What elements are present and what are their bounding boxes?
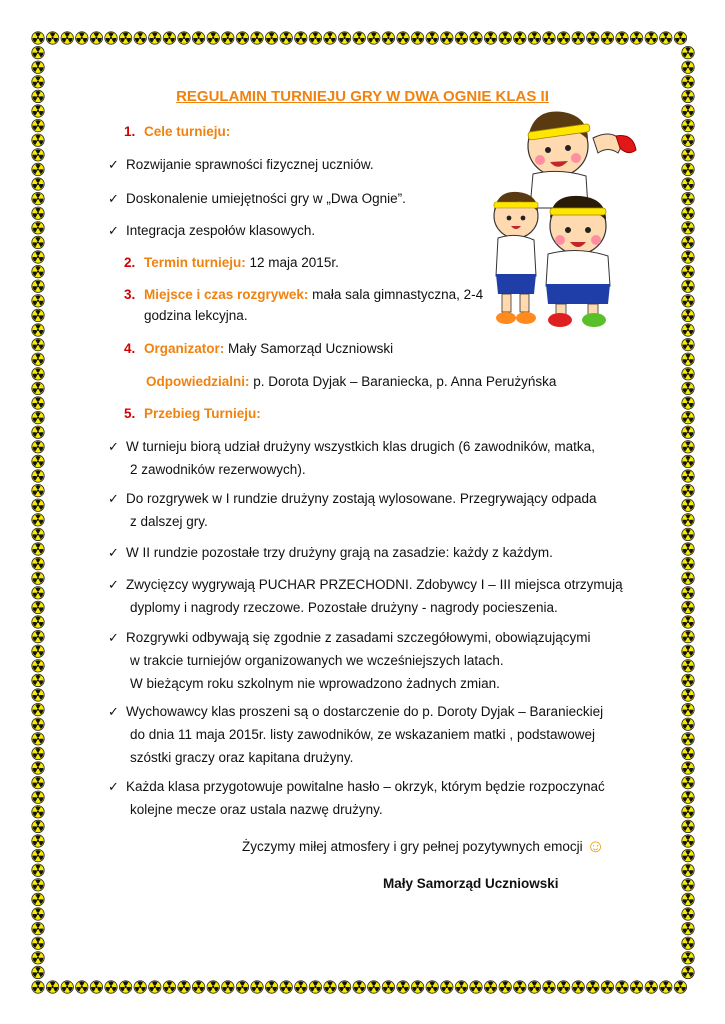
responsible-persons: Odpowiedzialni: p. Dorota Dyjak – Baraniecka, p. Anna Perużyńska (146, 374, 557, 389)
check-icon: ✓ (108, 223, 119, 238)
section-date: 2. Termin turnieju: 12 maja 2015r. (124, 255, 339, 270)
check-icon: ✓ (108, 630, 119, 645)
check-icon: ✓ (108, 191, 119, 206)
section-place: 3. Miejsce i czas rozgrywek: mała sala gimnastyczna, 2-4 (124, 287, 484, 302)
check-icon: ✓ (108, 157, 119, 172)
rule-item: ✓ W turnieju biorą udział drużyny wszystkich klas drugich (6 zawodników, matka, 2 zawodników rezerwowych). (108, 435, 595, 481)
rule-item: ✓ Wychowawcy klas proszeni są o dostarczenie do p. Doroty Dyjak – Baranieckiej do dnia 11 maja 2015r. listy zawodników, ze wskazaniem matki , podstawowej szóstki graczy oraz kapitana drużyny. (108, 700, 603, 769)
goal-item: ✓ Rozwijanie sprawności fizycznej uczniów. (108, 153, 374, 176)
check-icon: ✓ (108, 439, 119, 454)
rule-item: ✓ Do rozgrywek w I rundzie drużyny zostają wylosowane. Przegrywający odpada z dalszej gry. (108, 487, 596, 533)
check-icon: ✓ (108, 704, 119, 719)
rule-item: ✓ W II rundzie pozostałe trzy drużyny grają na zasadzie: każdy z każdym. (108, 541, 553, 564)
page-title: REGULAMIN TURNIEJU GRY W DWA OGNIE KLAS II (176, 88, 549, 105)
check-icon: ✓ (108, 545, 119, 560)
rule-item: ✓ Każda klasa przygotowuje powitalne hasło – okrzyk, którym będzie rozpoczynać kolejne mecze oraz ustala nazwę drużyny. (108, 775, 605, 821)
rule-item: ✓ Rozgrywki odbywają się zgodnie z zasadami szczegółowymi, obowiązującymi w trakcie turniejów organizowanych we wcześniejszych latach. W bieżącym roku szkolnym nie wprowadzono żadnych zmian. (108, 626, 590, 695)
rule-item: ✓ Zwycięzcy wygrywają PUCHAR PRZECHODNI. Zdobywcy I – III miejsca otrzymują dyplomy i nagrody rzeczowe. Pozostałe drużyny - nagrody pocieszenia. (108, 573, 623, 619)
section-goals-heading: 1. Cele turnieju: (124, 124, 231, 139)
section-place-line2: godzina lekcyjna. (144, 308, 248, 323)
closing-wish: Życzymy miłej atmosfery i gry pełnej pozytywnych emocji ☺ (242, 836, 605, 856)
check-icon: ✓ (108, 779, 119, 794)
smiley-icon: ☺ (586, 836, 605, 856)
check-icon: ✓ (108, 491, 119, 506)
section-organizer: 4. Organizator: Mały Samorząd Uczniowski (124, 341, 394, 356)
signature: Mały Samorząd Uczniowski (383, 876, 559, 891)
section-course-heading: 5. Przebieg Turnieju: (124, 406, 261, 421)
goal-item: ✓ Integracja zespołów klasowych. (108, 219, 315, 242)
check-icon: ✓ (108, 577, 119, 592)
children-illustration (488, 98, 638, 330)
goal-item: ✓ Doskonalenie umiejętności gry w „Dwa Ognie”. (108, 187, 406, 210)
